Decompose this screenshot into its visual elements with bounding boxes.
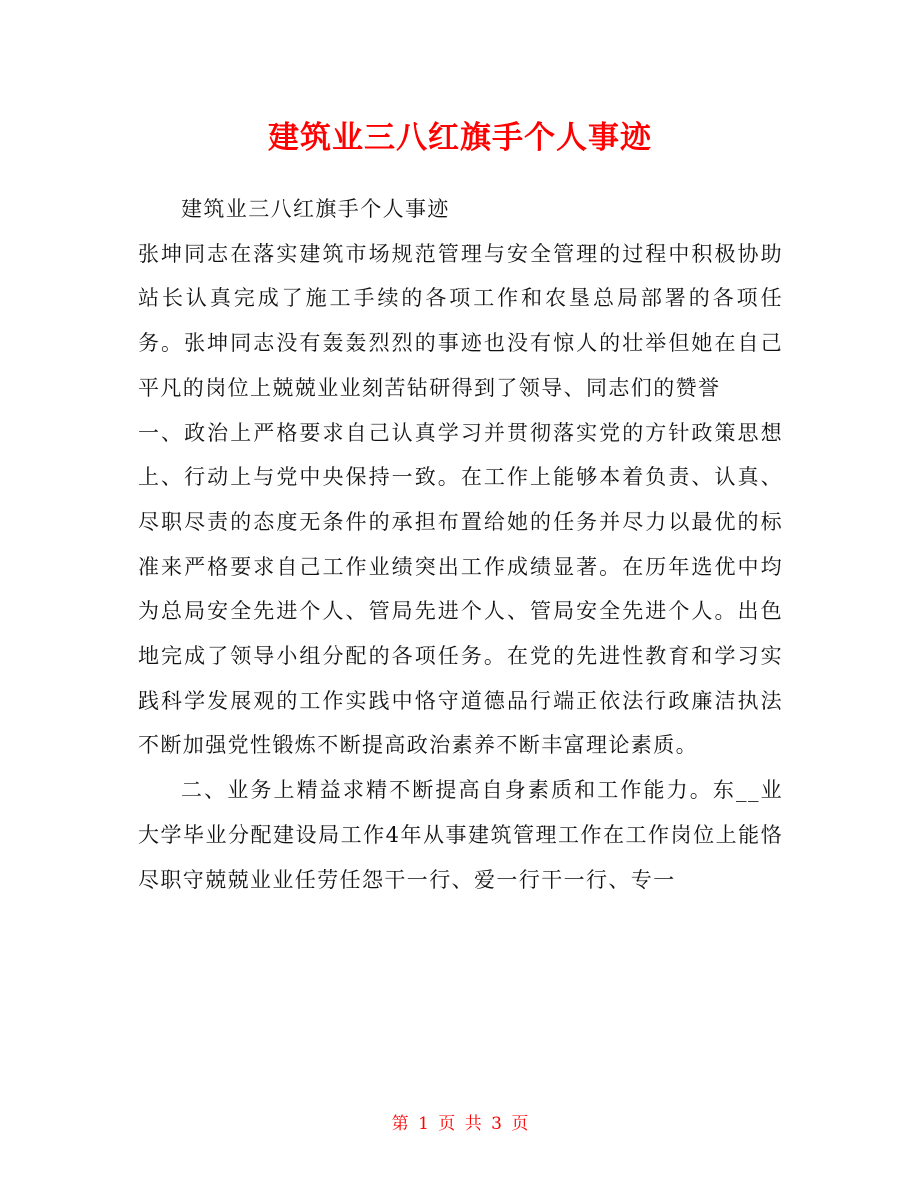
body-paragraph: 二、业务上精益求精不断提高自身素质和工作能力。东__业大学毕业分配建设局工作4年从事建筑管理工作在工作岗位上能恪尽职守兢兢业业任劳任怨干一行、爱一行干一行、专一 [138,778,783,892]
document-body [138,187,783,902]
body-paragraph: 张坤同志在落实建筑市场规范管理与安全管理的过程中积极协助站长认真完成了施工手续的各项工作和农垦总局部署的各项任务。张坤同志没有轰轰烈烈的事迹也没有惊人的壮举但她在自己平凡的岗位上兢兢业业刻苦钻研得到了领导、同志们的赞誉 [138,241,783,400]
document-title: 建筑业三八红旗手个人事迹 [268,120,652,156]
body-paragraph-subtitle: 建筑业三八红旗手个人事迹 [181,197,450,221]
page-number-footer: 第 1 页 共 3 页 [391,1114,529,1134]
body-paragraph: 一、政治上严格要求自己认真学习并贯彻落实党的方针政策思想上、行动上与党中央保持一致。在工作上能够本着负责、认真、尽职尽责的态度无条件的承担布置给她的任务并尽力以最优的标准来严格要求自己工作业绩突出工作成绩显著。在历年选优中均为总局安全先进个人、管局先进个人、管局安全先进个人。出色地完成了领导小组分配的各项任务。在党的先进性教育和学习实践科学发展观的工作实践中恪守道德品行端正依法行政廉洁执法不断加强党性锻炼不断提高政治素养不断丰富理论素质。 [138,420,783,758]
